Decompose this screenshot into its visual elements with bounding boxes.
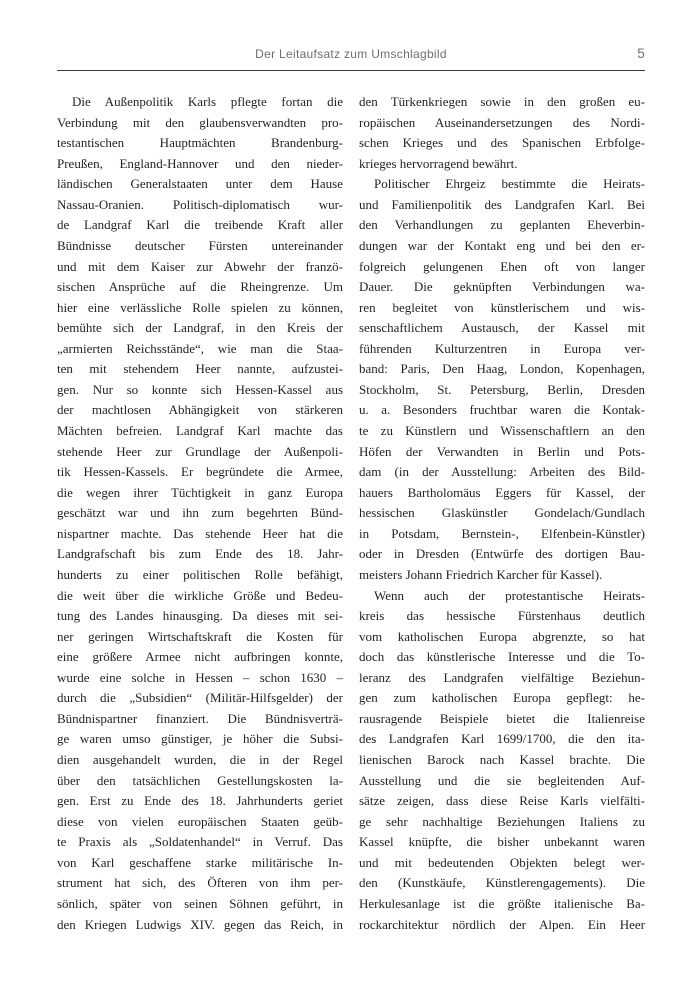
text-line: den (Kunstkäufe, Künstlerengagements). Die xyxy=(359,875,645,891)
paragraph xyxy=(359,92,645,174)
text-line: folgreich gelungenen Ehen oft von langer xyxy=(359,258,645,274)
text-line: kreis das hessische Fürstenhaus deutlich xyxy=(359,608,645,624)
text-line: ten mit stehendem Heer nannte, aufzustei- xyxy=(57,361,343,377)
text-line: durch die „Subsidien“ (Militär-Hilfsgelder) der xyxy=(57,690,343,706)
text-line: des Landgrafen Karl 1699/1700, die den ita- xyxy=(359,731,645,747)
text-line: tung des Landes hinausging. Da dieses mit sei- xyxy=(57,608,343,624)
text-line: band: Paris, Den Haag, London, Kopenhagen, xyxy=(359,361,645,377)
text-line: die wegen ihrer Tüchtigkeit in ganz Europa xyxy=(57,484,343,500)
text-line: u. a. Besonders fruchtbar waren die Kontak- xyxy=(359,402,645,418)
text-line: Ausstellung und die sie begleitenden Auf- xyxy=(359,772,645,788)
text-line: sätze zeigen, dass diese Reise Karls vielfälti- xyxy=(359,793,645,809)
text-line: ner geringen Wirtschaftskraft die Kosten für xyxy=(57,628,343,644)
header-rule xyxy=(57,70,645,71)
text-line: lienischen Barock nach Kassel brachte. Die xyxy=(359,752,645,767)
text-line: hessischen Glaskünstler Gondelach/Gundlach xyxy=(359,505,645,521)
text-line: dien ausgehandelt wurden, die in der Regel xyxy=(57,752,343,767)
text-line: eine größere Armee nicht aufbringen konnte, xyxy=(57,649,343,665)
text-line: tik Hessen-Kassels. Er begründete die Armee, xyxy=(57,464,343,480)
text-line: Nassau-Oranien. Politisch-diplomatisch wur- xyxy=(57,196,343,212)
text-line: führenden Kulturzentren in Europa ver- xyxy=(359,340,645,356)
text-line: Die Außenpolitik Karls pflegte fortan die xyxy=(72,94,343,109)
text-line: schen Krieges und des Spanischen Erbfolge- xyxy=(359,135,645,151)
text-line: sönlich, später von seinen Söhnen geführt, in xyxy=(57,895,343,911)
text-line: und mit bedeutenden Objekten belegt wer- xyxy=(359,854,645,870)
text-line: und mit dem Kaiser zur Abwehr der franzö- xyxy=(57,258,343,274)
text-line: und Familienpolitik des Landgrafen Karl. Bei xyxy=(359,196,645,212)
text-line: Höfen der Verwandten in Berlin und Pots- xyxy=(359,443,645,459)
text-line: hauers Bartholomäus Eggers für Kassel, der xyxy=(359,484,645,500)
text-line: den Verhandlungen zu geplanten Eheverbin- xyxy=(359,217,645,233)
paragraph xyxy=(57,92,343,935)
text-line: geschätzt war und ihn zum begehrten Bünd- xyxy=(57,505,343,521)
text-line: oder in Dresden (Entwürfe des dortigen Bau- xyxy=(359,546,645,562)
text-line: gen. Nur so konnte sich Hessen-Kassel aus xyxy=(57,381,343,397)
running-header xyxy=(57,47,645,65)
text-line: die weit über die wirkliche Größe und Bedeu- xyxy=(57,587,343,603)
text-line: hunderts zu einer politischen Rolle befähigt, xyxy=(57,566,343,582)
text-line: dungen war der Kontakt eng und bei den er- xyxy=(359,237,645,253)
text-line: hier eine verlässliche Rolle spielen zu können, xyxy=(57,299,343,315)
text-line: von Karl geschaffene starke militärische In- xyxy=(57,854,343,870)
text-line: Landgrafschaft bis zum Ende des 18. Jahr- xyxy=(57,546,343,562)
text-line: testantischen Hauptmächten Brandenburg- xyxy=(57,135,343,151)
text-line: ländischen Generalstaaten unter dem Hause xyxy=(57,176,343,192)
text-line: doch das künstlerische Interesse und die To- xyxy=(359,649,645,665)
text-line: gen zum katholischen Europa gepflegt: he- xyxy=(359,690,645,706)
text-line: de Landgraf Karl die treibende Kraft aller xyxy=(57,217,343,233)
text-line: rockarchitektur nördlich der Alpen. Ein Heer xyxy=(359,916,645,932)
text-line: der machtlosen Abhängigkeit von stärkeren xyxy=(57,402,343,418)
text-line: Bündnispartner finanziert. Die Bündnisverträ- xyxy=(57,710,343,726)
text-line: diese von vielen europäischen Staaten geüb- xyxy=(57,813,343,829)
text-line: Wenn auch der protestantische Heirats- xyxy=(374,587,645,603)
text-line: meisters Johann Friedrich Karcher für Kassel). xyxy=(359,566,603,582)
text-line: ge waren umso günstiger, je höher die Subsi- xyxy=(57,731,343,747)
text-line: leranz des Landgrafen vielfältige Beziehun- xyxy=(359,669,645,685)
text-line: wurde eine solche in Hessen – schon 1630 – xyxy=(57,669,343,685)
text-line: Herkulesanlage ist die größte italienische Ba- xyxy=(359,895,645,911)
paragraph xyxy=(359,174,645,585)
text-line: in Potsdam, Bernstein-, Elfenbein-Künstler) xyxy=(359,525,645,541)
text-line: krieges hervorragend bewährt. xyxy=(359,155,518,171)
text-line: „armierten Reichsstände“, wie man die Staa- xyxy=(57,340,343,356)
page-number: 5 xyxy=(637,46,645,61)
text-line: Stockholm, St. Petersburg, Berlin, Dresden xyxy=(359,381,645,397)
text-line: Mächten befreien. Landgraf Karl machte das xyxy=(57,423,343,438)
text-line: strument hat sich, des Öfteren von ihm per- xyxy=(57,875,343,891)
text-line: ren begleitet von künstlerischem und wis- xyxy=(359,299,645,315)
text-line: ropäischen Auseinandersetzungen des Nordi- xyxy=(359,114,645,130)
text-line: den Türkenkriegen sowie in den großen eu- xyxy=(359,94,645,109)
text-line: Kassel knüpfte, die bisher unbekannt waren xyxy=(359,834,645,850)
text-line: te Praxis als „Soldatenhandel“ in Verruf. Das xyxy=(57,834,343,850)
text-line: den Kriegen Ludwigs XIV. gegen das Reich, in xyxy=(57,916,343,932)
text-line: sischen Ansprüche auf die Rheingrenze. Um xyxy=(57,279,343,295)
text-line: senschaftlichem Austausch, der Kassel mit xyxy=(359,320,645,336)
text-line: Bündnisse deutscher Fürsten untereinander xyxy=(57,237,343,253)
text-line: dam (in der Ausstellung: Arbeiten des Bild- xyxy=(359,464,645,480)
right-column xyxy=(359,92,645,935)
text-columns xyxy=(57,92,645,935)
text-line: Preußen, England-Hannover und den nieder- xyxy=(57,155,343,171)
text-line: gen. Erst zu Ende des 18. Jahrhunderts geriet xyxy=(57,793,343,809)
left-column xyxy=(57,92,343,935)
text-line: vom katholischen Europa abgrenzte, so hat xyxy=(359,628,645,644)
text-line: bemühte sich der Landgraf, in den Kreis der xyxy=(57,320,343,336)
text-line: rausragende Beispiele bietet die Italienreise xyxy=(359,710,645,726)
paragraph xyxy=(359,586,645,936)
text-line: Politischer Ehrgeiz bestimmte die Heirats- xyxy=(374,176,645,192)
text-line: Dauer. Die geknüpften Verbindungen wa- xyxy=(359,279,645,295)
text-line: Verbindung mit den glaubensverwandten pro- xyxy=(57,114,343,130)
running-header-title: Der Leitaufsatz zum Umschlagbild xyxy=(255,47,447,61)
text-line: stehende Heer zur Grundlage der Außenpoli- xyxy=(57,443,343,459)
text-line: nispartner machte. Das stehende Heer hat die xyxy=(57,525,343,541)
text-line: ge sehr nachhaltige Beziehungen Italiens zu xyxy=(359,813,645,829)
text-line: te zu Künstlern und Wissenschaftlern an den xyxy=(359,423,645,438)
text-line: über den tatsächlichen Gestellungskosten la- xyxy=(57,772,343,788)
